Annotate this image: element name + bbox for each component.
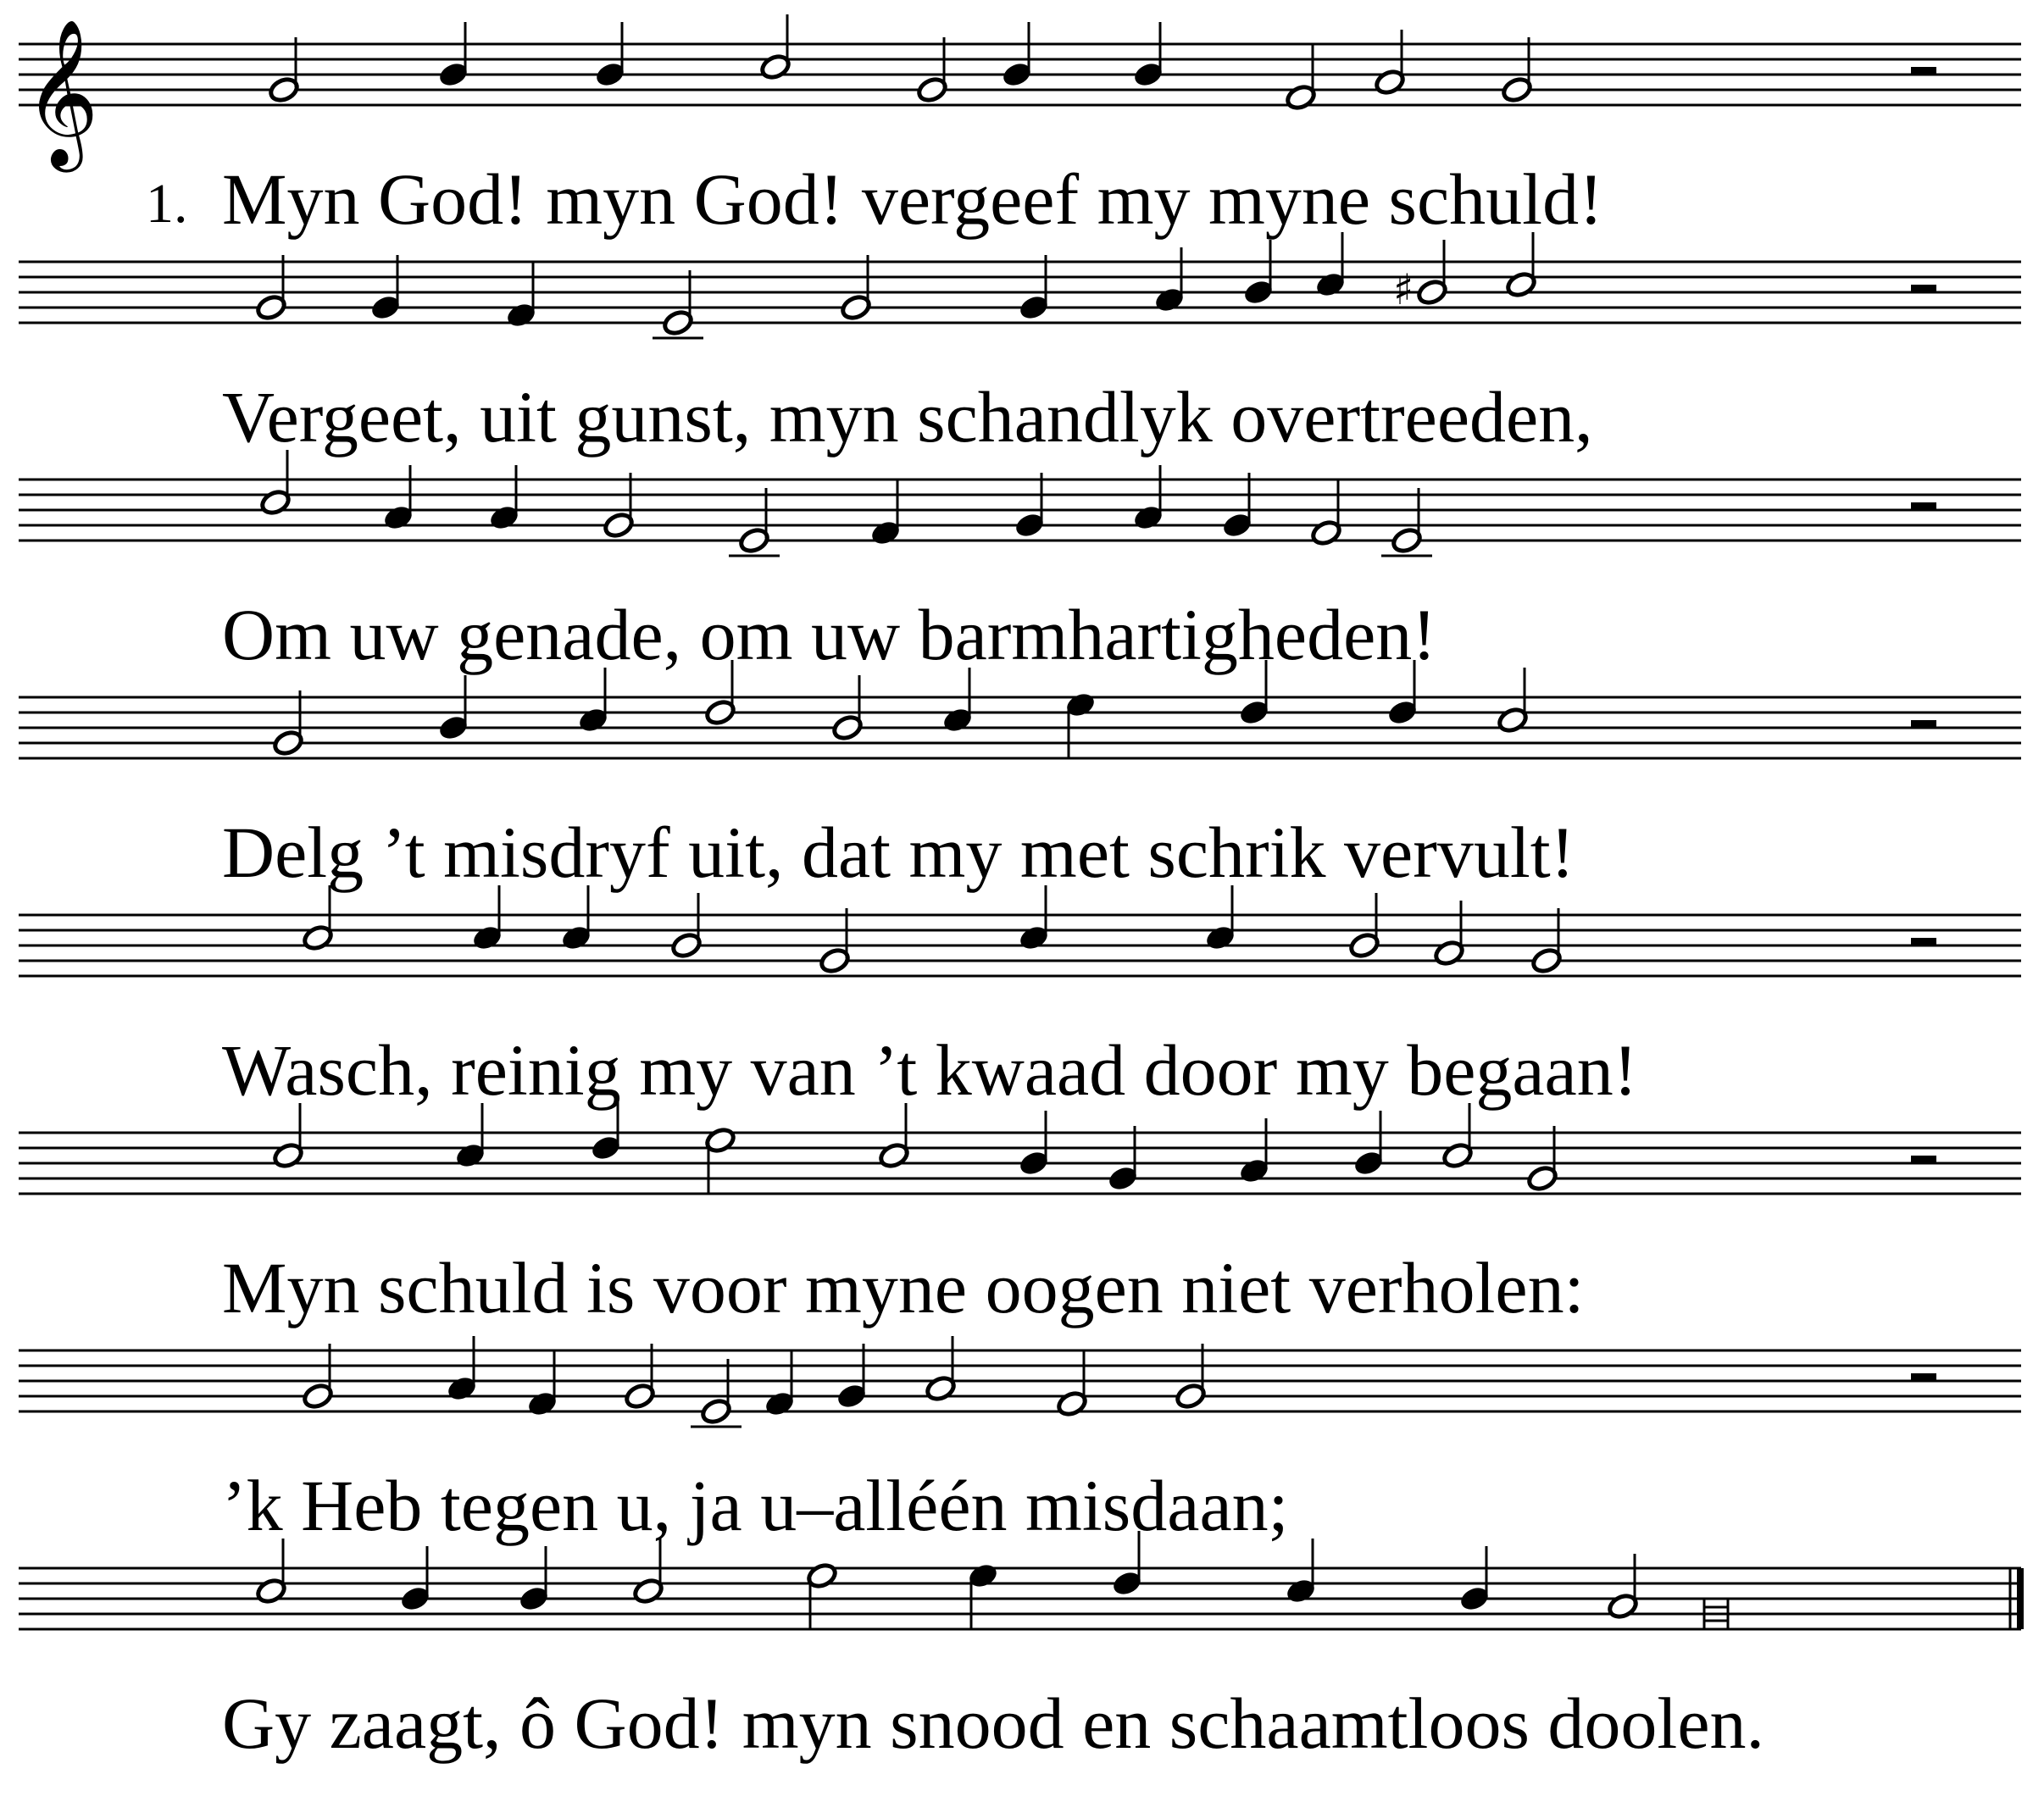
note <box>840 255 872 322</box>
note <box>670 893 703 960</box>
staff-system <box>19 1336 2021 1427</box>
note <box>831 675 864 742</box>
half-rest-icon <box>1911 1373 1936 1381</box>
note <box>259 450 292 517</box>
note <box>437 22 469 89</box>
note <box>1458 1546 1491 1613</box>
note <box>704 1126 736 1193</box>
staff-system <box>19 232 2021 338</box>
note <box>1056 1351 1088 1418</box>
note <box>1505 232 1537 299</box>
note <box>1381 488 1432 556</box>
note <box>653 270 703 338</box>
staff-system <box>19 14 2021 173</box>
note <box>1018 1111 1050 1178</box>
note <box>836 1344 868 1411</box>
treble-clef-icon: 𝄞 <box>24 19 99 166</box>
note <box>967 1561 999 1628</box>
half-rest-icon <box>1911 67 1936 75</box>
note <box>1607 1554 1639 1621</box>
verse-number: 1. <box>146 173 188 235</box>
note <box>729 488 780 556</box>
note <box>806 1561 838 1628</box>
lyric-line: Vergeet, uit gunst, myn schandlyk overtreeden, <box>222 376 1593 457</box>
note <box>1001 22 1033 89</box>
note <box>471 885 503 952</box>
lyric-line: Myn God! myn God! vergeef my myne schuld! <box>222 158 1603 240</box>
note <box>1064 690 1097 757</box>
note <box>577 668 609 735</box>
half-rest-icon <box>1911 720 1936 728</box>
lyric-line: Myn schuld is voor myne oogen niet verholen: <box>222 1247 1585 1328</box>
note <box>272 1103 304 1170</box>
note <box>624 1344 656 1411</box>
half-rest-icon <box>1911 285 1936 292</box>
note <box>1221 473 1253 540</box>
note <box>302 885 334 952</box>
note <box>925 1336 957 1403</box>
note <box>759 14 791 81</box>
note <box>1374 30 1406 97</box>
note <box>691 1359 742 1427</box>
note <box>1352 1111 1385 1178</box>
note <box>1526 1126 1558 1193</box>
sharp-icon: ♯ <box>1393 265 1414 314</box>
note <box>941 668 974 735</box>
note <box>1018 255 1050 322</box>
note <box>446 1336 478 1403</box>
note <box>437 675 469 742</box>
note <box>268 37 300 104</box>
note <box>1530 908 1563 975</box>
note <box>488 465 520 532</box>
note <box>505 263 537 330</box>
note <box>255 1539 287 1605</box>
note <box>399 1546 431 1613</box>
note <box>1153 247 1186 314</box>
note <box>1433 901 1465 968</box>
note <box>1204 885 1236 952</box>
note <box>1441 1103 1474 1170</box>
note <box>916 37 948 104</box>
note <box>1497 668 1529 735</box>
note <box>1132 22 1164 89</box>
note <box>603 473 635 540</box>
note <box>1310 480 1342 547</box>
half-rest-icon <box>1911 502 1936 510</box>
note <box>1348 893 1380 960</box>
lyric-line: ’k Heb tegen u, ja u–alléén misdaan; <box>222 1465 1289 1546</box>
note <box>454 1103 486 1170</box>
note <box>594 22 626 89</box>
note <box>869 480 902 547</box>
note <box>560 885 592 952</box>
note <box>1132 465 1164 532</box>
note <box>632 1539 664 1605</box>
staff-system <box>19 885 2021 976</box>
note <box>1014 473 1046 540</box>
note <box>1314 232 1347 299</box>
note <box>302 1344 334 1411</box>
note <box>518 1546 550 1613</box>
lyric-line: Delg ’t misdryf uit, dat my met schrik vervult! <box>222 812 1575 893</box>
half-rest-icon <box>1911 938 1936 945</box>
note <box>526 1351 558 1418</box>
note <box>1285 1539 1317 1605</box>
note <box>255 255 287 322</box>
note <box>1175 1344 1207 1411</box>
note <box>819 908 851 975</box>
lyric-line: Gy zaagt, ô God! myn snood en schaamtloos doolen. <box>222 1683 1764 1764</box>
note <box>1242 240 1275 307</box>
half-rest-icon <box>1911 1156 1936 1163</box>
note <box>369 255 402 322</box>
note <box>1107 1126 1139 1193</box>
note <box>878 1103 910 1170</box>
note <box>1238 1118 1270 1185</box>
staff-system <box>19 450 2021 556</box>
note <box>1501 37 1533 104</box>
note <box>1018 885 1050 952</box>
note <box>1704 1599 1728 1629</box>
note <box>764 1351 796 1418</box>
note <box>382 465 414 532</box>
note <box>1285 45 1317 112</box>
note <box>272 690 304 757</box>
lyric-line: Wasch, reinig my van ’t kwaad door my begaan! <box>222 1029 1638 1111</box>
lyric-line: Om uw genade, om uw barmhartigheden! <box>222 594 1436 675</box>
